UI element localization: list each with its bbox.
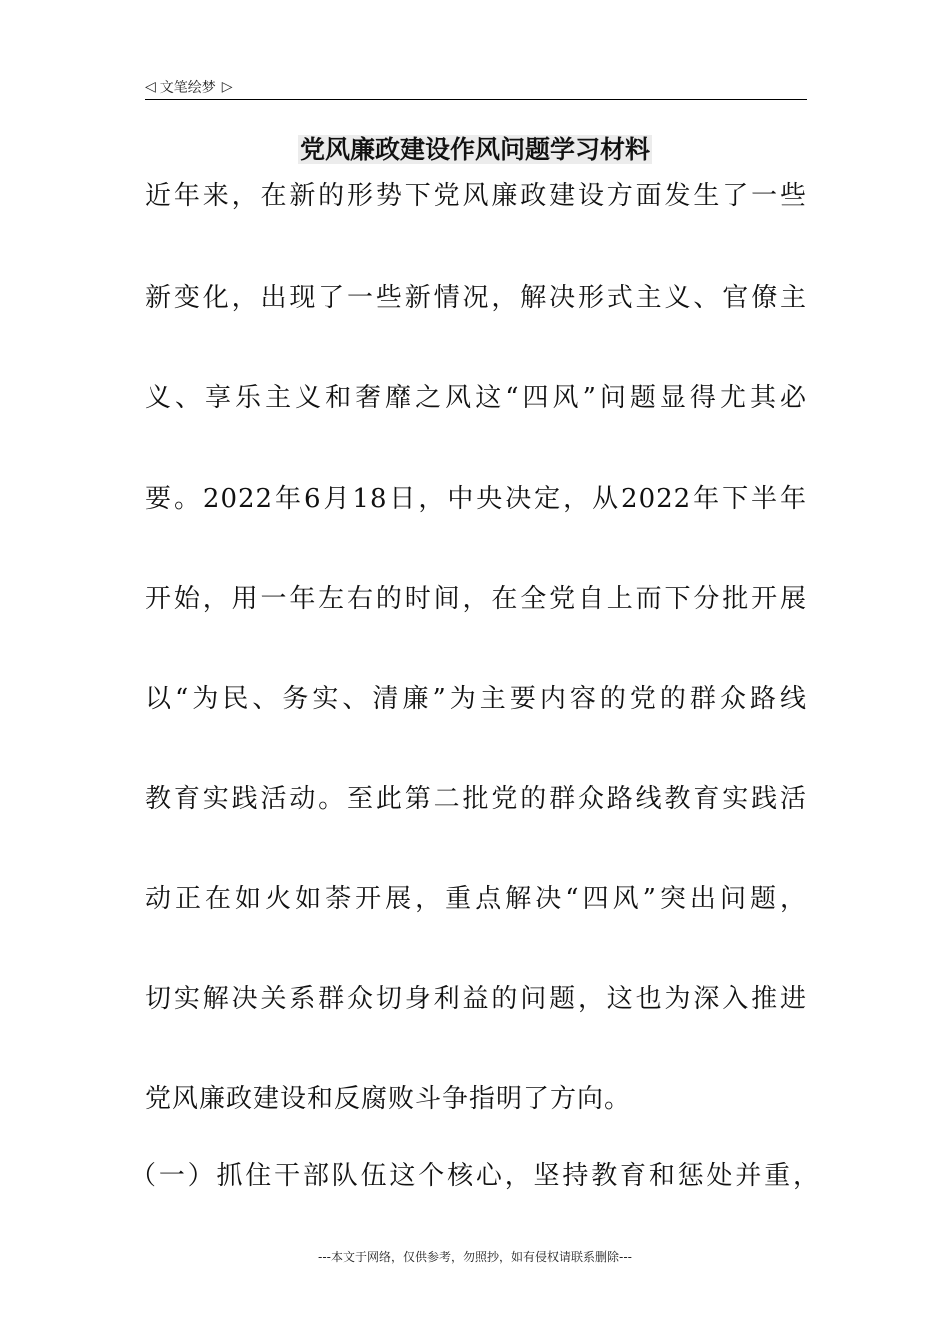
body-line: 要。2022年6月18日，中央决定，从2022年下半年 bbox=[145, 484, 807, 514]
header-brand: 文笔绘梦 bbox=[159, 80, 216, 96]
left-triangle-icon: ◁ bbox=[145, 79, 156, 95]
body-line: 动正在如火如荼开展，重点解决“四风”突出问题， bbox=[145, 884, 807, 914]
body-line: 党风廉政建设和反腐败斗争指明了方向。 bbox=[145, 1084, 632, 1114]
page-header bbox=[145, 76, 807, 98]
header-divider bbox=[145, 99, 807, 100]
body-line: 以“为民、务实、清廉”为主要内容的党的群众路线 bbox=[145, 684, 807, 714]
right-triangle-icon: ▷ bbox=[221, 79, 233, 95]
document-title bbox=[0, 132, 950, 168]
body-line: 义、享乐主义和奢靡之风这“四风”问题显得尤其必 bbox=[145, 383, 807, 413]
body-line: 教育实践活动。至此第二批党的群众路线教育实践活 bbox=[145, 784, 807, 814]
page-footer: ---本文于网络，仅供参考，勿照抄，如有侵权请联系删除--- bbox=[318, 1250, 632, 1264]
body-line: 开始，用一年左右的时间，在全党自上而下分批开展 bbox=[145, 584, 807, 614]
section-heading-line: （一）抓住干部队伍这个核心，坚持教育和惩处并重， bbox=[130, 1161, 820, 1191]
body-line: 切实解决关系群众切身利益的问题，这也为深入推进 bbox=[145, 984, 807, 1014]
document-title-text: 党风廉政建设作风问题学习材料 bbox=[299, 135, 650, 164]
body-line: 近年来，在新的形势下党风廉政建设方面发生了一些 bbox=[145, 181, 807, 211]
body-line: 新变化，出现了一些新情况，解决形式主义、官僚主 bbox=[145, 283, 807, 313]
